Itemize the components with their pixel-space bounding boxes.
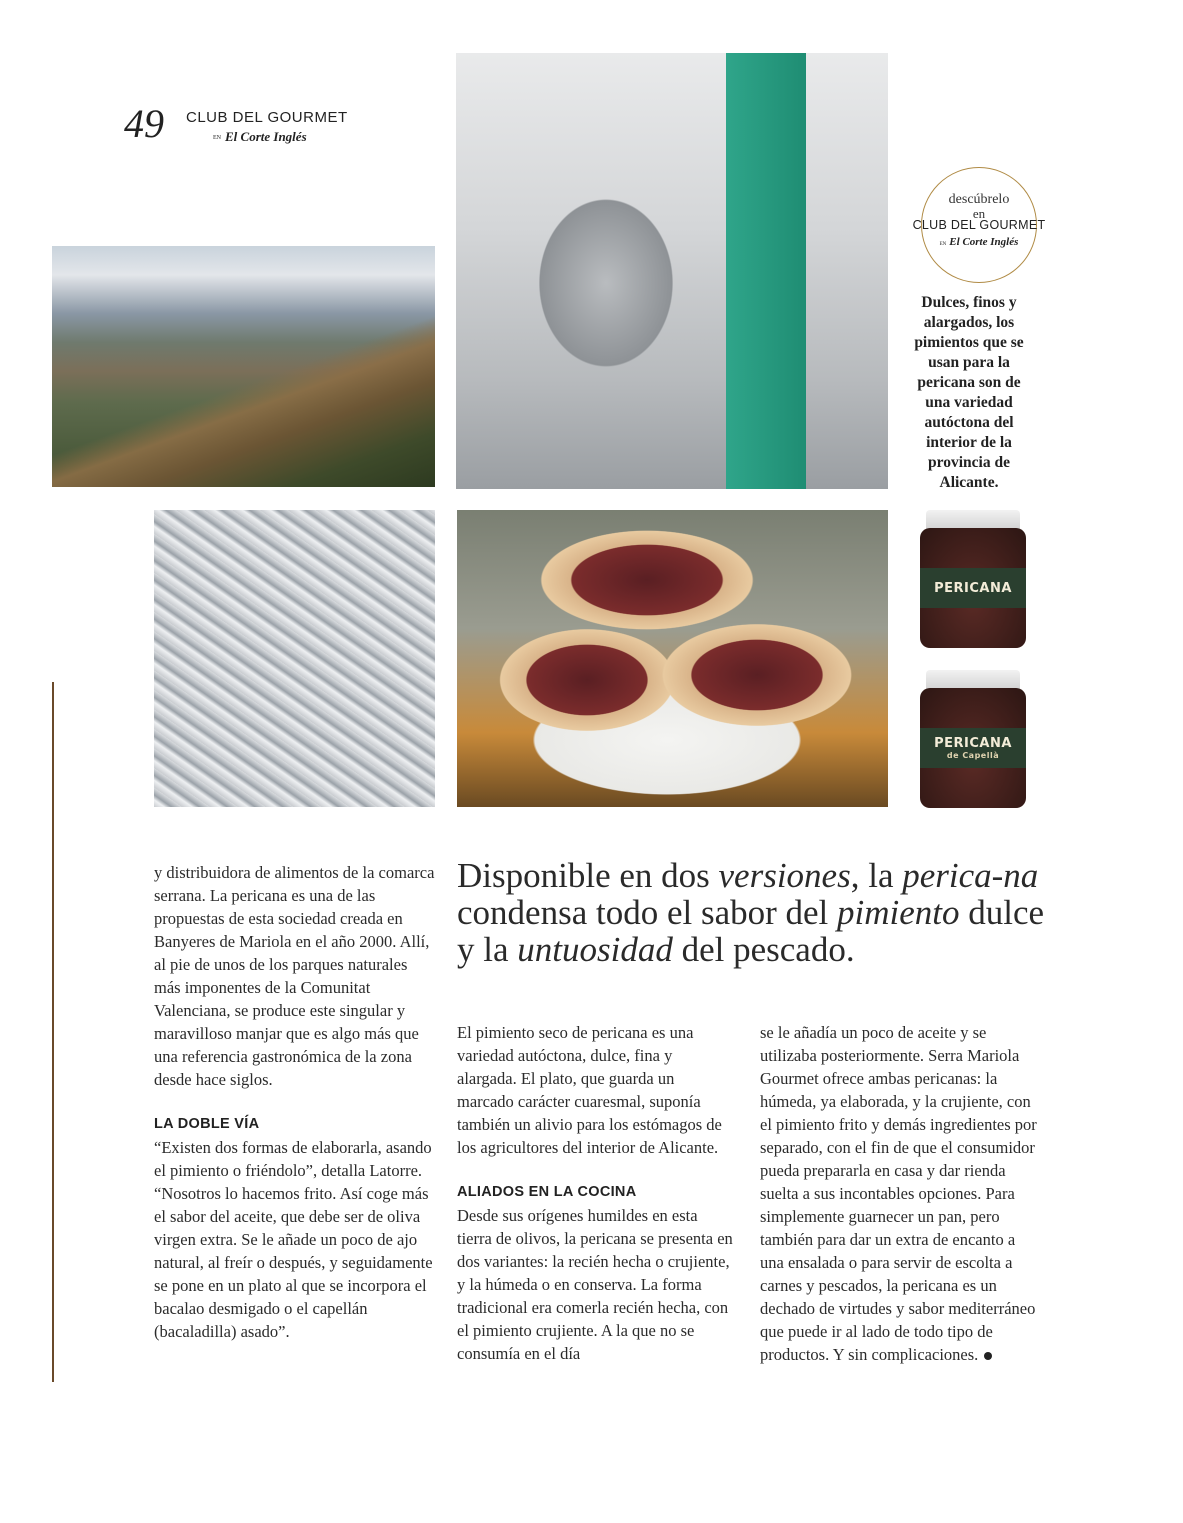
brand-name: CLUB DEL GOURMET bbox=[186, 109, 348, 126]
fish-photo bbox=[154, 510, 435, 807]
margin-rule bbox=[52, 682, 54, 1382]
badge-line-3: CLUB DEL GOURMET bbox=[912, 218, 1046, 232]
pericana-jar-1 bbox=[920, 510, 1026, 648]
badge-store: El Corte Inglés bbox=[949, 236, 1019, 248]
brand-prefix: EN bbox=[213, 135, 221, 142]
quote-text: dulce y la bbox=[457, 893, 1045, 969]
brand-store-logo bbox=[213, 129, 307, 145]
quote-emphasis: versiones bbox=[718, 856, 851, 895]
jar-label-sub: de Capellà bbox=[946, 751, 1000, 760]
pericana-jar-2 bbox=[920, 670, 1026, 808]
landscape-photo bbox=[52, 246, 435, 487]
section-heading: LA DOBLE VÍA bbox=[154, 1116, 260, 1132]
brand-store: El Corte Inglés bbox=[225, 129, 307, 144]
end-mark-icon bbox=[984, 1352, 992, 1360]
quote-text: , la bbox=[850, 856, 903, 895]
photo-caption: Dulces, finos y alargados, los pimientos que se usan para la pericana son de una variedad autóctona del interior de la provincia de Alicante. bbox=[914, 294, 1024, 491]
paragraph bbox=[760, 1021, 1042, 1366]
jar-label bbox=[920, 568, 1026, 608]
quote-text: del pescado. bbox=[672, 930, 855, 969]
badge-prefix: EN bbox=[939, 242, 947, 247]
pericana-toast-photo bbox=[457, 510, 888, 807]
badge-line-1: descúbrelo bbox=[948, 192, 1010, 207]
paragraph: Desde sus orígenes humildes en esta tierra de olivos, la pericana se presenta en dos variantes: la recién hecha o crujiente, y la húmeda o en conserva. La forma tradicional era comerla recién hecha, con el pimiento crujiente. A la que no se consumía en el día bbox=[457, 1206, 733, 1363]
quote-text: Disponible en dos bbox=[457, 856, 719, 895]
body-column-2 bbox=[457, 1021, 735, 1365]
section-heading: ALIADOS EN LA COCINA bbox=[457, 1184, 637, 1200]
body-column-1 bbox=[154, 861, 436, 1343]
factory-worker-photo bbox=[456, 53, 888, 489]
jar-label-text: PERICANA bbox=[934, 580, 1012, 596]
jar-label bbox=[920, 728, 1026, 768]
body-column-3 bbox=[760, 1021, 1042, 1366]
quote-emphasis: pimiento bbox=[837, 893, 960, 932]
quote-text: condensa todo el sabor del bbox=[457, 893, 838, 932]
paragraph: El pimiento seco de pericana es una variedad autóctona, dulce, fina y alargada. El plato, que guarda un marcado carácter cuaresmal, suponía también un alivio para los estómagos de los agricultores del interior de Alicante. bbox=[457, 1023, 722, 1157]
paragraph-text: se le añadía un poco de aceite y se utilizaba posteriormente. Serra Mariola Gourmet ofrece ambas pericanas: la húmeda, ya elaborada, y la crujiente, con el pimiento frito y demás ingredientes por separado, con el fin de que el consumidor pueda prepararla en casa y dar rienda suelta a sus incontables opciones. Para simplemente guarnecer un pan, pero también para dar un extra de encanto a una ensalada o para servir de escolta a carnes y pescados, la pericana es un dechado de virtudes y sabor mediterráneo que puede ir al lado de todo tipo de productos. Y sin complicaciones. bbox=[760, 1023, 1037, 1364]
quote-emphasis: perica-na bbox=[902, 856, 1039, 895]
badge-store-logo bbox=[921, 236, 1037, 248]
quote-emphasis: untuosidad bbox=[517, 930, 673, 969]
pull-quote bbox=[457, 857, 1047, 968]
paragraph: “Existen dos formas de elaborarla, asando el pimiento o friéndolo”, detalla Latorre. “Nosotros lo hacemos frito. Así coge más el sabor del aceite, que debe ser de oliva virgen extra. Se le añade un poco de ajo natural, al freír o después, y seguidamente se pone en un plato al que se incorpora el bacalao desmigado o el capellán (bacaladilla) asado”. bbox=[154, 1138, 433, 1341]
jar-label-text: PERICANA bbox=[934, 736, 1012, 751]
page-number: 49 bbox=[124, 101, 164, 146]
paragraph: y distribuidora de alimentos de la comarca serrana. La pericana es una de las propuestas de esta sociedad creada en Banyeres de Mariola en el año 2000. Allí, al pie de unos de los parques naturales más imponentes de la Comunitat Valenciana, se produce este singular y maravilloso manjar que es algo más que una referencia gastronómica de la zona desde hace siglos. bbox=[154, 863, 435, 1089]
badge-line-2: en bbox=[972, 206, 986, 221]
